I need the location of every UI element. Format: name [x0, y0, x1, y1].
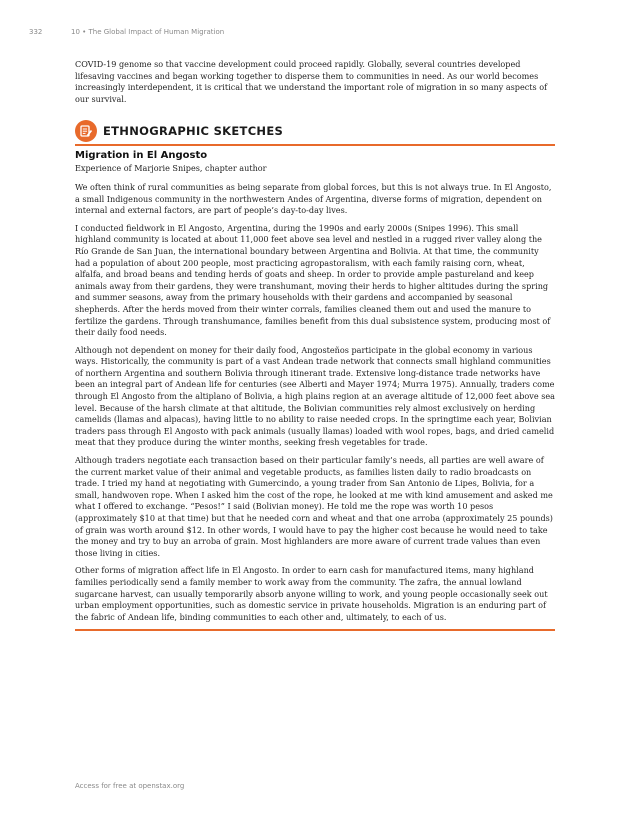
body-paragraph: Although not dependent on money for their daily food, Angosteños participate in the global economy in various ways. Historically, the community is part of a vast Andean trade network that connects small highland communities of northern Argentina and southern Bolivia through itinerant trade. Extensive long-distance trade networks have been an integral part of Andean life for centuries (see Alberti and Mayer 1974; Murra 1975). Annually, traders come through El Angosto from the altiplano of Bolivia, a high plains region at an average altitude of 12,000 feet above sea level. Because of the harsh climate at that altitude, the Bolivian communities rely almost exclusively on herding camelids (llamas and alpacas), having little to no ability to raise needed crops. In the springtime each year, Bolivian traders pass through El Angosto with pack animals (usually llamas) loaded with wool ropes, bags, and dried camelid meat that they produce during the winter months, seeking fresh vegetables for trade. — [75, 344, 555, 448]
body-paragraph: Other forms of migration affect life in El Angosto. In order to earn cash for manufactured items, many highland families periodically send a family member to work away from the community. The zafra, the annual lowland sugarcane harvest, can usually temporarily absorb anyone willing to work, and young people occasionally seek out urban employment opportunities, such as domestic service in private households. Migration is an enduring part of the fabric of Andean life, binding communities to each other and, ultimately, to each of us. — [75, 565, 548, 622]
feature-end-rule — [75, 629, 555, 631]
running-header — [29, 28, 601, 36]
footer-note: Access for free at openstax.org — [75, 782, 185, 790]
sketch-title: Migration in El Angosto — [75, 150, 208, 162]
feature-header — [75, 118, 555, 146]
document-pen-icon — [75, 120, 97, 142]
feature-title: ETHNOGRAPHIC SKETCHES — [103, 123, 284, 138]
intro-paragraph: COVID-19 genome so that vaccine development could proceed rapidly. Globally, several countries developed lifesaving vaccines and began working together to disperse them to communities in need. As our world becomes increasingly interdependent, it is critical that we understand the important role of migration in so many aspects of our survival. — [75, 59, 548, 104]
page-content — [75, 59, 555, 631]
chapter-title: 10 • The Global Impact of Human Migration — [71, 28, 225, 36]
body-paragraph: I conducted fieldwork in El Angosto, Argentina, during the 1990s and early 2000s (Snipes 1996). This small highland community is located at about 11,000 feet above sea level and nestled in a rugged river valley along the Río Grande de San Juan, the international boundary between Argentina and Bolivia. At that time, the community had a population of about 200 people, most practicing agropastoralism, with each family raising corn, wheat, alfalfa, and broad beans and tending herds of goats and sheep. In order to provide ample pastureland and keep animals away from their gardens, they were transhumant, moving their herds to higher altitudes during the spring and summer seasons, away from the primary households with their gardens and accompanied by seasonal shepherds. After the herds moved from their winter corrals, families cleaned them out and used the manure to fertilize the gardens. Through transhumance, families benefit from this dual subsistence system, producing most of their daily food needs. — [75, 222, 551, 338]
body-paragraph: We often think of rural communities as being separate from global forces, but this is not always true. In El Angosto, a small Indigenous community in the northwestern Andes of Argentina, diverse forms of migration, dependent on internal and external factors, are part of people’s day-to-day lives. — [75, 181, 552, 216]
body-paragraph: Although traders negotiate each transaction based on their particular family’s needs, all parties are well aware of the current market value of their animal and vegetable products, as families listen daily to radio broadcasts on trade. I tried my hand at negotiating with Gumercindo, a young trader from San Antonio de Lipes, Bolivia, for a small, handwoven rope. When I asked him the cost of the rope, he looked at me with kind amusement and asked me what I offered to exchange. “Pesos!” I said (Bolivian money). He told me the rope was worth 10 pesos (approximately $10 at that time) but that he needed corn and wheat and that one arroba (approximately 25 pounds) of grain was worth around $12. In other words, I would have to pay the higher cost because he would need to take the money and try to buy an arroba of grain. Most highlanders are more aware of current trade values than even those living in cities. — [75, 455, 553, 558]
sketch-subtitle: Experience of Marjorie Snipes, chapter author — [75, 163, 267, 174]
page-number: 332 — [29, 28, 43, 36]
